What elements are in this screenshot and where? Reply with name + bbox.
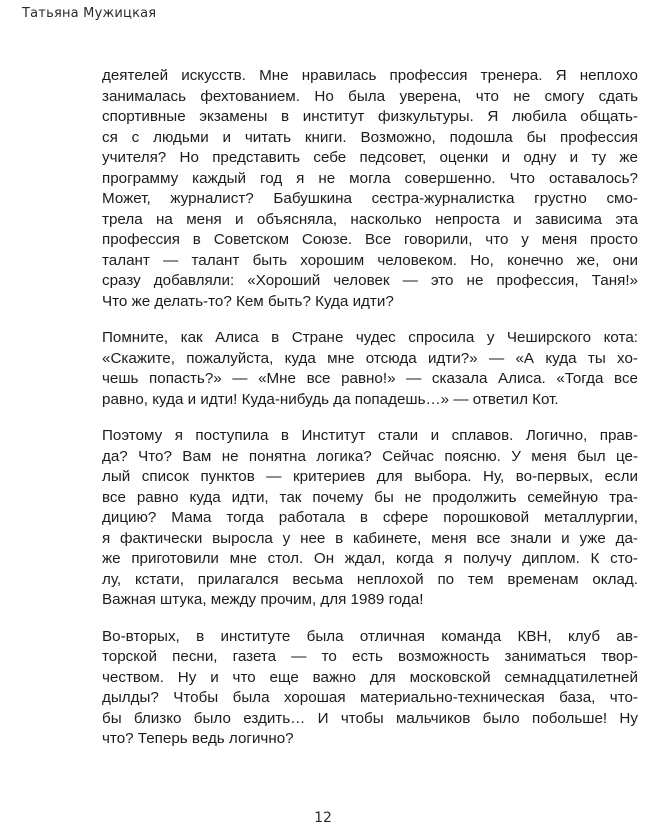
text-line: Важная штука, между прочим, для 1989 года!: [102, 591, 424, 608]
text-line: чеством. Ну и что еще важно для московской семнадцатилетней: [102, 668, 638, 686]
text-line: Может, журналист? Бабушкина сестра-журналистка грустно смо-: [102, 190, 638, 207]
text-line: программу каждый год я не могла совершенно. Что оставалось?: [102, 169, 638, 187]
text-line: учителя? Но представить себе педсовет, оценки и одну и ту же: [102, 149, 638, 166]
running-head: Татьяна Мужицкая: [22, 6, 157, 21]
text-line: сразу добавляли: «Хороший человек — это не профессия, Таня!»: [102, 272, 638, 289]
text-line: же приготовили мне стол. Он ждал, когда я получу диплом. К сто-: [102, 550, 638, 567]
text-line: профессия в Советском Союзе. Все говорили, что у меня просто: [102, 231, 638, 248]
text-line: Помните, как Алиса в Стране чудес спросила у Чеширского кота:: [102, 329, 638, 346]
text-line: Что же делать-то? Кем быть? Куда идти?: [102, 292, 394, 310]
paragraph-4: [102, 627, 638, 750]
text-line: бы близко было ездить… И чтобы мальчиков было побольше! Ну: [102, 709, 638, 727]
text-line: спортивные экзамены в институт физкультуры. Я любила общать-: [102, 108, 638, 125]
paragraph-3: [102, 426, 638, 611]
text-line: ся с людьми и читать книги. Возможно, подошла бы профессия: [102, 128, 638, 146]
text-line: я фактически выросла у нее в кабинете, меня все знали и уже да-: [102, 529, 638, 547]
text-line: талант — талант быть хорошим человеком. Но, конечно же, они: [102, 251, 638, 269]
paragraph-2: [102, 328, 638, 410]
text-line: Поэтому я поступила в Институт стали и сплавов. Логично, прав-: [102, 427, 638, 444]
text-line: торской песни, газета — то есть возможность заниматься твор-: [102, 648, 638, 665]
text-line: лу, кстати, прилагался весьма неплохой по тем временам оклад.: [102, 570, 638, 588]
text-line: трела на меня и объясняла, насколько непроста и зависима эта: [102, 210, 638, 228]
text-line: чешь попасть?» — «Мне все равно!» — сказала Алиса. «Тогда все: [102, 370, 638, 387]
text-line: что? Теперь ведь логично?: [102, 730, 294, 747]
text-line: деятелей искусств. Мне нравилась профессия тренера. Я неплохо: [102, 67, 638, 84]
text-line: равно, куда и идти! Куда-нибудь да попадешь…» — ответил Кот.: [102, 390, 559, 408]
page-number: 12: [314, 810, 332, 826]
text-line: лый список пунктов — критериев для выбора. Ну, во-первых, если: [102, 468, 638, 485]
text-line: все равно куда идти, так почему бы не продолжить семейную тра-: [102, 488, 638, 506]
text-line: дицию? Мама тогда работала в сфере порошковой металлургии,: [102, 509, 638, 526]
paragraph-1: [102, 66, 638, 312]
text-line: дылды? Чтобы была хорошая материально-техническая база, что-: [102, 689, 638, 706]
text-line: да? Что? Вам не понятна логика? Сейчас поясню. У меня был це-: [102, 447, 638, 465]
text-line: занималась фехтованием. Но была уверена, что не смогу сдать: [102, 87, 638, 105]
text-line: Во-вторых, в институте была отличная команда КВН, клуб ав-: [102, 627, 638, 645]
text-line: «Скажите, пожалуйста, куда мне отсюда идти?» — «А куда ты хо-: [102, 349, 638, 367]
body-text: [102, 66, 638, 766]
